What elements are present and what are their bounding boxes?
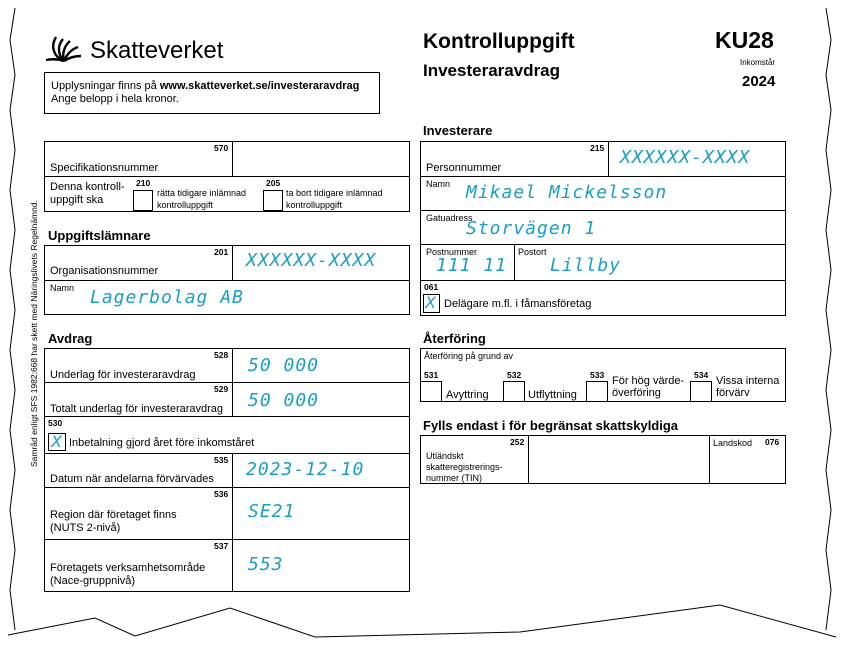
skatteverket-logo-icon <box>44 29 84 63</box>
land-code: 076 <box>765 437 780 447</box>
postnr-value[interactable]: 111 11 <box>436 255 508 276</box>
opt1-checkbox[interactable] <box>133 190 153 211</box>
opt2-code: 205 <box>266 178 281 188</box>
f536-value[interactable]: SE21 <box>248 501 296 522</box>
f536-code: 536 <box>214 489 229 499</box>
land-value-field[interactable] <box>710 450 785 483</box>
tin-value-field[interactable] <box>529 436 708 483</box>
f061-code: 061 <box>424 282 439 292</box>
f529-value[interactable]: 50 000 <box>248 390 320 411</box>
addr-value[interactable]: Storvägen 1 <box>466 218 597 239</box>
info-line2: Ange belopp i hela kronor. <box>51 93 179 105</box>
opt1-label: rätta tidigare inlämnad kontrolluppgift <box>157 188 247 210</box>
c532-code: 532 <box>507 370 522 380</box>
avdrag-heading: Avdrag <box>48 331 93 346</box>
c534-code: 534 <box>694 370 709 380</box>
c531-label: Avyttring <box>446 389 489 401</box>
info-url[interactable]: www.skatteverket.se/investeraravdrag <box>159 80 360 92</box>
postnr-label: Postnummer <box>426 247 478 257</box>
tin-label: Utländskt skatteregistrerings- nummer (TIN) <box>426 451 503 483</box>
aterforing-heading: Återföring <box>423 331 486 346</box>
f537-value[interactable]: 553 <box>248 554 284 575</box>
year-value: 2024 <box>742 73 776 90</box>
uppg-name-value[interactable]: Lagerbolag AB <box>90 287 244 308</box>
land-label: Landskod <box>713 438 753 448</box>
f528-label: Underlag för investeraravdrag <box>50 369 196 381</box>
f061-mark: X <box>425 293 436 312</box>
org-code: 201 <box>214 247 229 257</box>
f530-code: 530 <box>48 418 63 428</box>
c531-code: 531 <box>424 370 439 380</box>
spec-value-field[interactable] <box>233 142 409 175</box>
form-code: KU28 <box>715 27 774 53</box>
page-title: Kontrolluppgift <box>423 30 575 53</box>
opt1-code: 210 <box>136 178 151 188</box>
investerare-heading: Investerare <box>423 123 493 138</box>
spec-row-label: Denna kontroll- uppgift ska <box>50 181 125 206</box>
inv-name-value[interactable]: Mikael Mickelsson <box>466 182 668 203</box>
c534-checkbox[interactable] <box>690 381 712 402</box>
f061-label: Delägare m.fl. i fåmansföretag <box>444 298 592 310</box>
f535-code: 535 <box>214 455 229 465</box>
c533-checkbox[interactable] <box>586 381 608 402</box>
spec-label: Specifikationsnummer <box>50 162 159 174</box>
opt2-checkbox[interactable] <box>263 190 283 211</box>
f530-mark: X <box>51 432 62 451</box>
tin-code: 252 <box>510 437 525 447</box>
c533-label: För hög värde- överföring <box>612 375 685 399</box>
c533-code: 533 <box>590 370 605 380</box>
f536-label: Region där företaget finns (NUTS 2-nivå) <box>50 509 177 534</box>
begransat-heading: Fylls endast i för begränsat skattskyldiga <box>423 418 679 433</box>
pnr-value[interactable]: XXXXXX-XXXX <box>620 147 751 168</box>
f529-code: 529 <box>214 384 229 394</box>
c534-label: Vissa interna förvärv <box>716 375 780 399</box>
uppgiftslamnare-heading: Uppgiftslämnare <box>48 228 151 243</box>
f535-value[interactable]: 2023-12-10 <box>246 459 365 480</box>
side-text: Samråd enligt SFS 1982:668 har skett med Näringslivets Regelnämnd. <box>29 200 39 467</box>
spec-code: 570 <box>214 143 229 153</box>
f528-code: 528 <box>214 350 229 360</box>
c532-label: Utflyttning <box>528 389 577 401</box>
f537-code: 537 <box>214 541 229 551</box>
logo-text: Skatteverket <box>90 37 224 64</box>
f529-label: Totalt underlag för investeraravdrag <box>50 403 224 415</box>
f537-label: Företagets verksamhetsområde (Nace-gruppnivå) <box>50 562 206 587</box>
uppg-name-label: Namn <box>50 283 75 293</box>
org-label: Organisationsnummer <box>50 265 159 277</box>
postort-label: Postort <box>518 247 547 257</box>
f535-label: Datum när andelarna förvärvades <box>50 473 214 485</box>
f530-label: Inbetalning gjord året före inkomståret <box>69 437 255 449</box>
inv-name-label: Namn <box>426 179 451 189</box>
c531-checkbox[interactable] <box>420 381 442 402</box>
f528-value[interactable]: 50 000 <box>248 355 320 376</box>
org-value[interactable]: XXXXXX-XXXX <box>246 250 377 271</box>
postort-value[interactable]: Lillby <box>550 255 622 276</box>
addr-label: Gatuadress <box>426 213 473 223</box>
page-subtitle: Investeraravdrag <box>423 61 561 80</box>
year-label: Inkomstår <box>740 58 776 67</box>
aterforing-intro: Återföring på grund av <box>424 351 514 361</box>
pnr-code: 215 <box>590 143 605 153</box>
info-line1: Upplysningar finns på www.skatteverket.se/investeraravdrag <box>51 80 360 92</box>
c532-checkbox[interactable] <box>503 381 525 402</box>
opt2-label: ta bort tidigare inlämnad kontrolluppgift <box>286 188 383 210</box>
pnr-label: Personnummer <box>426 162 502 174</box>
